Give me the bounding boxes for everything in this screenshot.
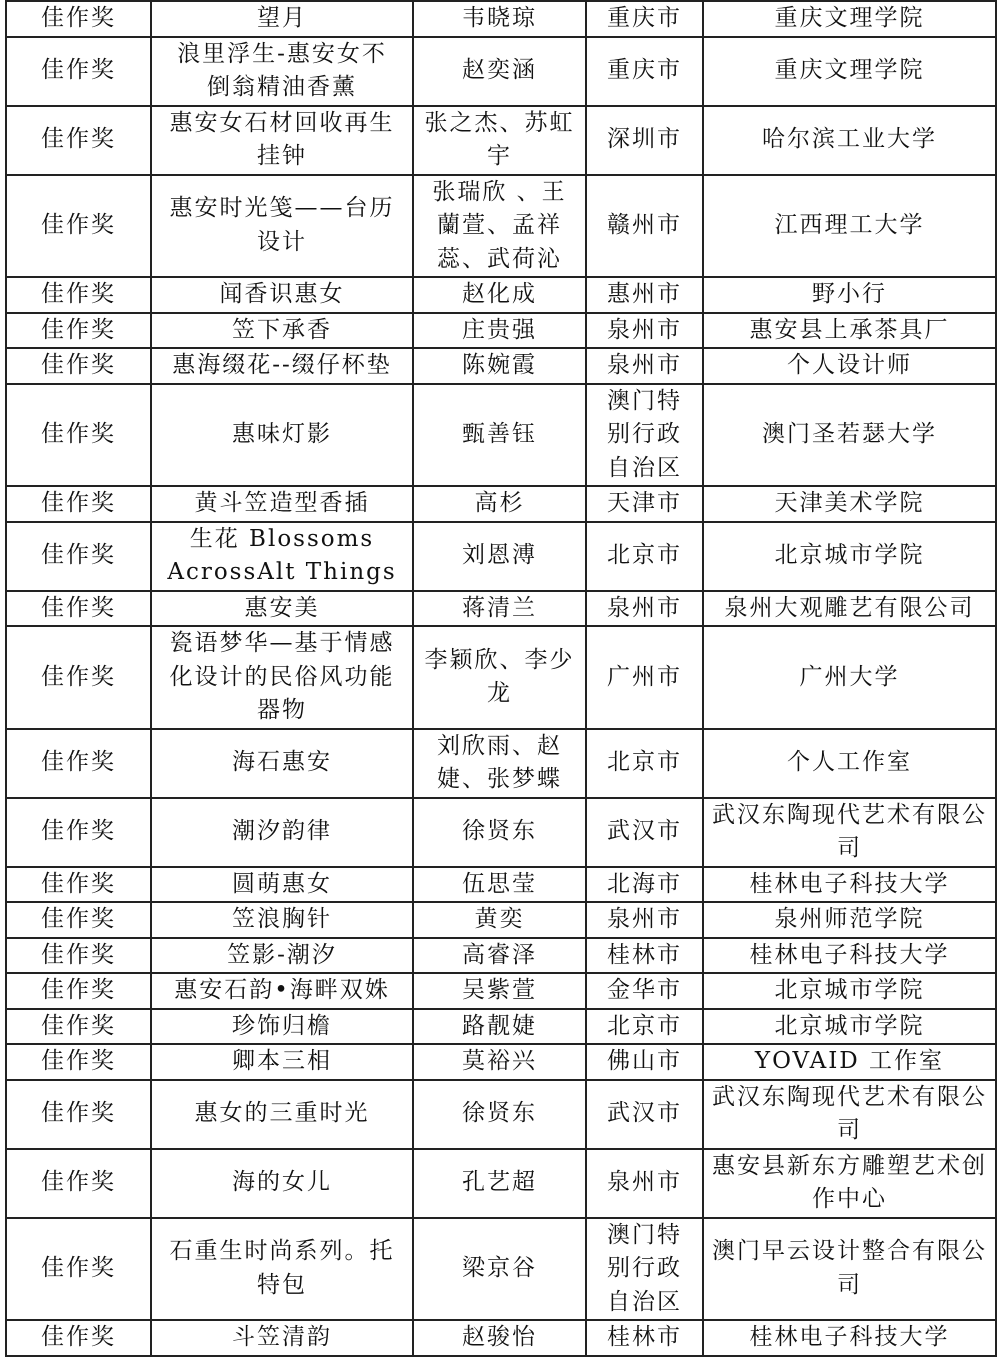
organization-cell: 重庆文理学院 xyxy=(703,37,996,106)
award-cell: 佳作奖 xyxy=(6,938,151,974)
table-row xyxy=(6,1080,996,1149)
award-cell: 佳作奖 xyxy=(6,277,151,313)
author-cell: 伍思莹 xyxy=(413,867,586,903)
author-cell: 孔艺超 xyxy=(413,1149,586,1218)
organization-cell: 桂林电子科技大学 xyxy=(703,1320,996,1356)
table-row xyxy=(6,313,996,349)
city-cell: 泉州市 xyxy=(586,1149,703,1218)
award-cell: 佳作奖 xyxy=(6,1,151,37)
author-cell: 路靓婕 xyxy=(413,1009,586,1045)
organization-cell: 哈尔滨工业大学 xyxy=(703,106,996,175)
city-cell: 武汉市 xyxy=(586,798,703,867)
organization-cell: 天津美术学院 xyxy=(703,486,996,522)
city-cell: 北京市 xyxy=(586,1009,703,1045)
award-cell: 佳作奖 xyxy=(6,522,151,591)
organization-cell: 惠安县新东方雕塑艺术创 作中心 xyxy=(703,1149,996,1218)
work-title-cell: 石重生时尚系列。托 特包 xyxy=(151,1218,413,1321)
author-cell: 高睿泽 xyxy=(413,938,586,974)
organization-cell: 武汉东陶现代艺术有限公 司 xyxy=(703,1080,996,1149)
author-cell: 蒋清兰 xyxy=(413,591,586,627)
work-title-cell: 潮汐韵律 xyxy=(151,798,413,867)
city-cell: 广州市 xyxy=(586,626,703,729)
author-cell: 刘欣雨、赵 婕、张梦蝶 xyxy=(413,729,586,798)
city-cell: 武汉市 xyxy=(586,1080,703,1149)
table-row xyxy=(6,626,996,729)
author-cell: 赵奕涵 xyxy=(413,37,586,106)
table-row xyxy=(6,938,996,974)
table-row xyxy=(6,1009,996,1045)
work-title-cell: 惠安时光笺——台历 设计 xyxy=(151,175,413,278)
organization-cell: 桂林电子科技大学 xyxy=(703,938,996,974)
table-row xyxy=(6,522,996,591)
work-title-cell: 笠下承香 xyxy=(151,313,413,349)
organization-cell: 北京城市学院 xyxy=(703,522,996,591)
organization-cell: 个人工作室 xyxy=(703,729,996,798)
city-cell: 赣州市 xyxy=(586,175,703,278)
organization-cell: 澳门圣若瑟大学 xyxy=(703,384,996,487)
table-row xyxy=(6,973,996,1009)
city-cell: 泉州市 xyxy=(586,313,703,349)
award-cell: 佳作奖 xyxy=(6,626,151,729)
work-title-cell: 惠海缀花--缀仔杯垫 xyxy=(151,348,413,384)
award-cell: 佳作奖 xyxy=(6,798,151,867)
author-cell: 刘恩溥 xyxy=(413,522,586,591)
organization-cell: 澳门早云设计整合有限公 司 xyxy=(703,1218,996,1321)
city-cell: 北海市 xyxy=(586,867,703,903)
city-cell: 泉州市 xyxy=(586,902,703,938)
awards-table-body xyxy=(6,1,996,1356)
award-cell: 佳作奖 xyxy=(6,729,151,798)
table-row xyxy=(6,867,996,903)
table-row xyxy=(6,798,996,867)
table-row xyxy=(6,1,996,37)
author-cell: 韦晓琼 xyxy=(413,1,586,37)
award-cell: 佳作奖 xyxy=(6,486,151,522)
organization-cell: 泉州师范学院 xyxy=(703,902,996,938)
author-cell: 张之杰、苏虹 宇 xyxy=(413,106,586,175)
author-cell: 莫裕兴 xyxy=(413,1044,586,1080)
awards-table xyxy=(5,0,997,1357)
award-cell: 佳作奖 xyxy=(6,1149,151,1218)
table-row xyxy=(6,175,996,278)
award-cell: 佳作奖 xyxy=(6,37,151,106)
table-row xyxy=(6,106,996,175)
author-cell: 吴紫萱 xyxy=(413,973,586,1009)
work-title-cell: 海的女儿 xyxy=(151,1149,413,1218)
city-cell: 惠州市 xyxy=(586,277,703,313)
organization-cell: 惠安县上承茶具厂 xyxy=(703,313,996,349)
work-title-cell: 笠浪胸针 xyxy=(151,902,413,938)
work-title-cell: 惠安女石材回收再生 挂钟 xyxy=(151,106,413,175)
author-cell: 陈婉霞 xyxy=(413,348,586,384)
work-title-cell: 圆萌惠女 xyxy=(151,867,413,903)
organization-cell: 个人设计师 xyxy=(703,348,996,384)
city-cell: 泉州市 xyxy=(586,591,703,627)
award-cell: 佳作奖 xyxy=(6,867,151,903)
work-title-cell: 惠女的三重时光 xyxy=(151,1080,413,1149)
city-cell: 泉州市 xyxy=(586,348,703,384)
organization-cell: 广州大学 xyxy=(703,626,996,729)
table-row xyxy=(6,277,996,313)
city-cell: 澳门特 别行政 自治区 xyxy=(586,1218,703,1321)
organization-cell: 野小行 xyxy=(703,277,996,313)
author-cell: 庄贵强 xyxy=(413,313,586,349)
table-row xyxy=(6,348,996,384)
city-cell: 佛山市 xyxy=(586,1044,703,1080)
organization-cell: 北京城市学院 xyxy=(703,973,996,1009)
award-cell: 佳作奖 xyxy=(6,384,151,487)
award-cell: 佳作奖 xyxy=(6,313,151,349)
table-row xyxy=(6,1320,996,1356)
work-title-cell: 海石惠安 xyxy=(151,729,413,798)
author-cell: 张瑞欣 、王 蘭萱、孟祥 蕊、武荷沁 xyxy=(413,175,586,278)
organization-cell: 重庆文理学院 xyxy=(703,1,996,37)
city-cell: 桂林市 xyxy=(586,938,703,974)
award-cell: 佳作奖 xyxy=(6,348,151,384)
table-row xyxy=(6,384,996,487)
work-title-cell: 斗笠清韵 xyxy=(151,1320,413,1356)
work-title-cell: 珍饰归檐 xyxy=(151,1009,413,1045)
work-title-cell: 瓷语梦华—基于情感 化设计的民俗风功能 器物 xyxy=(151,626,413,729)
work-title-cell: 惠味灯影 xyxy=(151,384,413,487)
author-cell: 徐贤东 xyxy=(413,1080,586,1149)
award-cell: 佳作奖 xyxy=(6,973,151,1009)
award-cell: 佳作奖 xyxy=(6,591,151,627)
author-cell: 高杉 xyxy=(413,486,586,522)
award-cell: 佳作奖 xyxy=(6,902,151,938)
award-cell: 佳作奖 xyxy=(6,1080,151,1149)
table-row xyxy=(6,1044,996,1080)
award-cell: 佳作奖 xyxy=(6,1320,151,1356)
award-cell: 佳作奖 xyxy=(6,106,151,175)
city-cell: 金华市 xyxy=(586,973,703,1009)
work-title-cell: 黄斗笠造型香插 xyxy=(151,486,413,522)
work-title-cell: 生花 Blossoms AcrossAlt Things xyxy=(151,522,413,591)
table-row xyxy=(6,1149,996,1218)
work-title-cell: 卿本三相 xyxy=(151,1044,413,1080)
city-cell: 重庆市 xyxy=(586,1,703,37)
city-cell: 澳门特 别行政 自治区 xyxy=(586,384,703,487)
organization-cell: 江西理工大学 xyxy=(703,175,996,278)
organization-cell: 武汉东陶现代艺术有限公 司 xyxy=(703,798,996,867)
work-title-cell: 惠安美 xyxy=(151,591,413,627)
table-row xyxy=(6,1218,996,1321)
award-cell: 佳作奖 xyxy=(6,1009,151,1045)
table-row xyxy=(6,486,996,522)
author-cell: 赵化成 xyxy=(413,277,586,313)
city-cell: 桂林市 xyxy=(586,1320,703,1356)
table-row xyxy=(6,37,996,106)
award-cell: 佳作奖 xyxy=(6,175,151,278)
author-cell: 赵骏怡 xyxy=(413,1320,586,1356)
organization-cell: YOVAID 工作室 xyxy=(703,1044,996,1080)
work-title-cell: 浪里浮生-惠安女不 倒翁精油香薰 xyxy=(151,37,413,106)
table-row xyxy=(6,902,996,938)
organization-cell: 泉州大观雕艺有限公司 xyxy=(703,591,996,627)
award-cell: 佳作奖 xyxy=(6,1044,151,1080)
city-cell: 深圳市 xyxy=(586,106,703,175)
author-cell: 甄善钰 xyxy=(413,384,586,487)
author-cell: 梁京谷 xyxy=(413,1218,586,1321)
work-title-cell: 笠影-潮汐 xyxy=(151,938,413,974)
work-title-cell: 惠安石韵•海畔双姝 xyxy=(151,973,413,1009)
city-cell: 北京市 xyxy=(586,729,703,798)
table-row xyxy=(6,729,996,798)
table-row xyxy=(6,591,996,627)
city-cell: 北京市 xyxy=(586,522,703,591)
author-cell: 黄奕 xyxy=(413,902,586,938)
author-cell: 李颖欣、李少 龙 xyxy=(413,626,586,729)
city-cell: 天津市 xyxy=(586,486,703,522)
author-cell: 徐贤东 xyxy=(413,798,586,867)
city-cell: 重庆市 xyxy=(586,37,703,106)
work-title-cell: 望月 xyxy=(151,1,413,37)
organization-cell: 北京城市学院 xyxy=(703,1009,996,1045)
work-title-cell: 闻香识惠女 xyxy=(151,277,413,313)
award-cell: 佳作奖 xyxy=(6,1218,151,1321)
organization-cell: 桂林电子科技大学 xyxy=(703,867,996,903)
